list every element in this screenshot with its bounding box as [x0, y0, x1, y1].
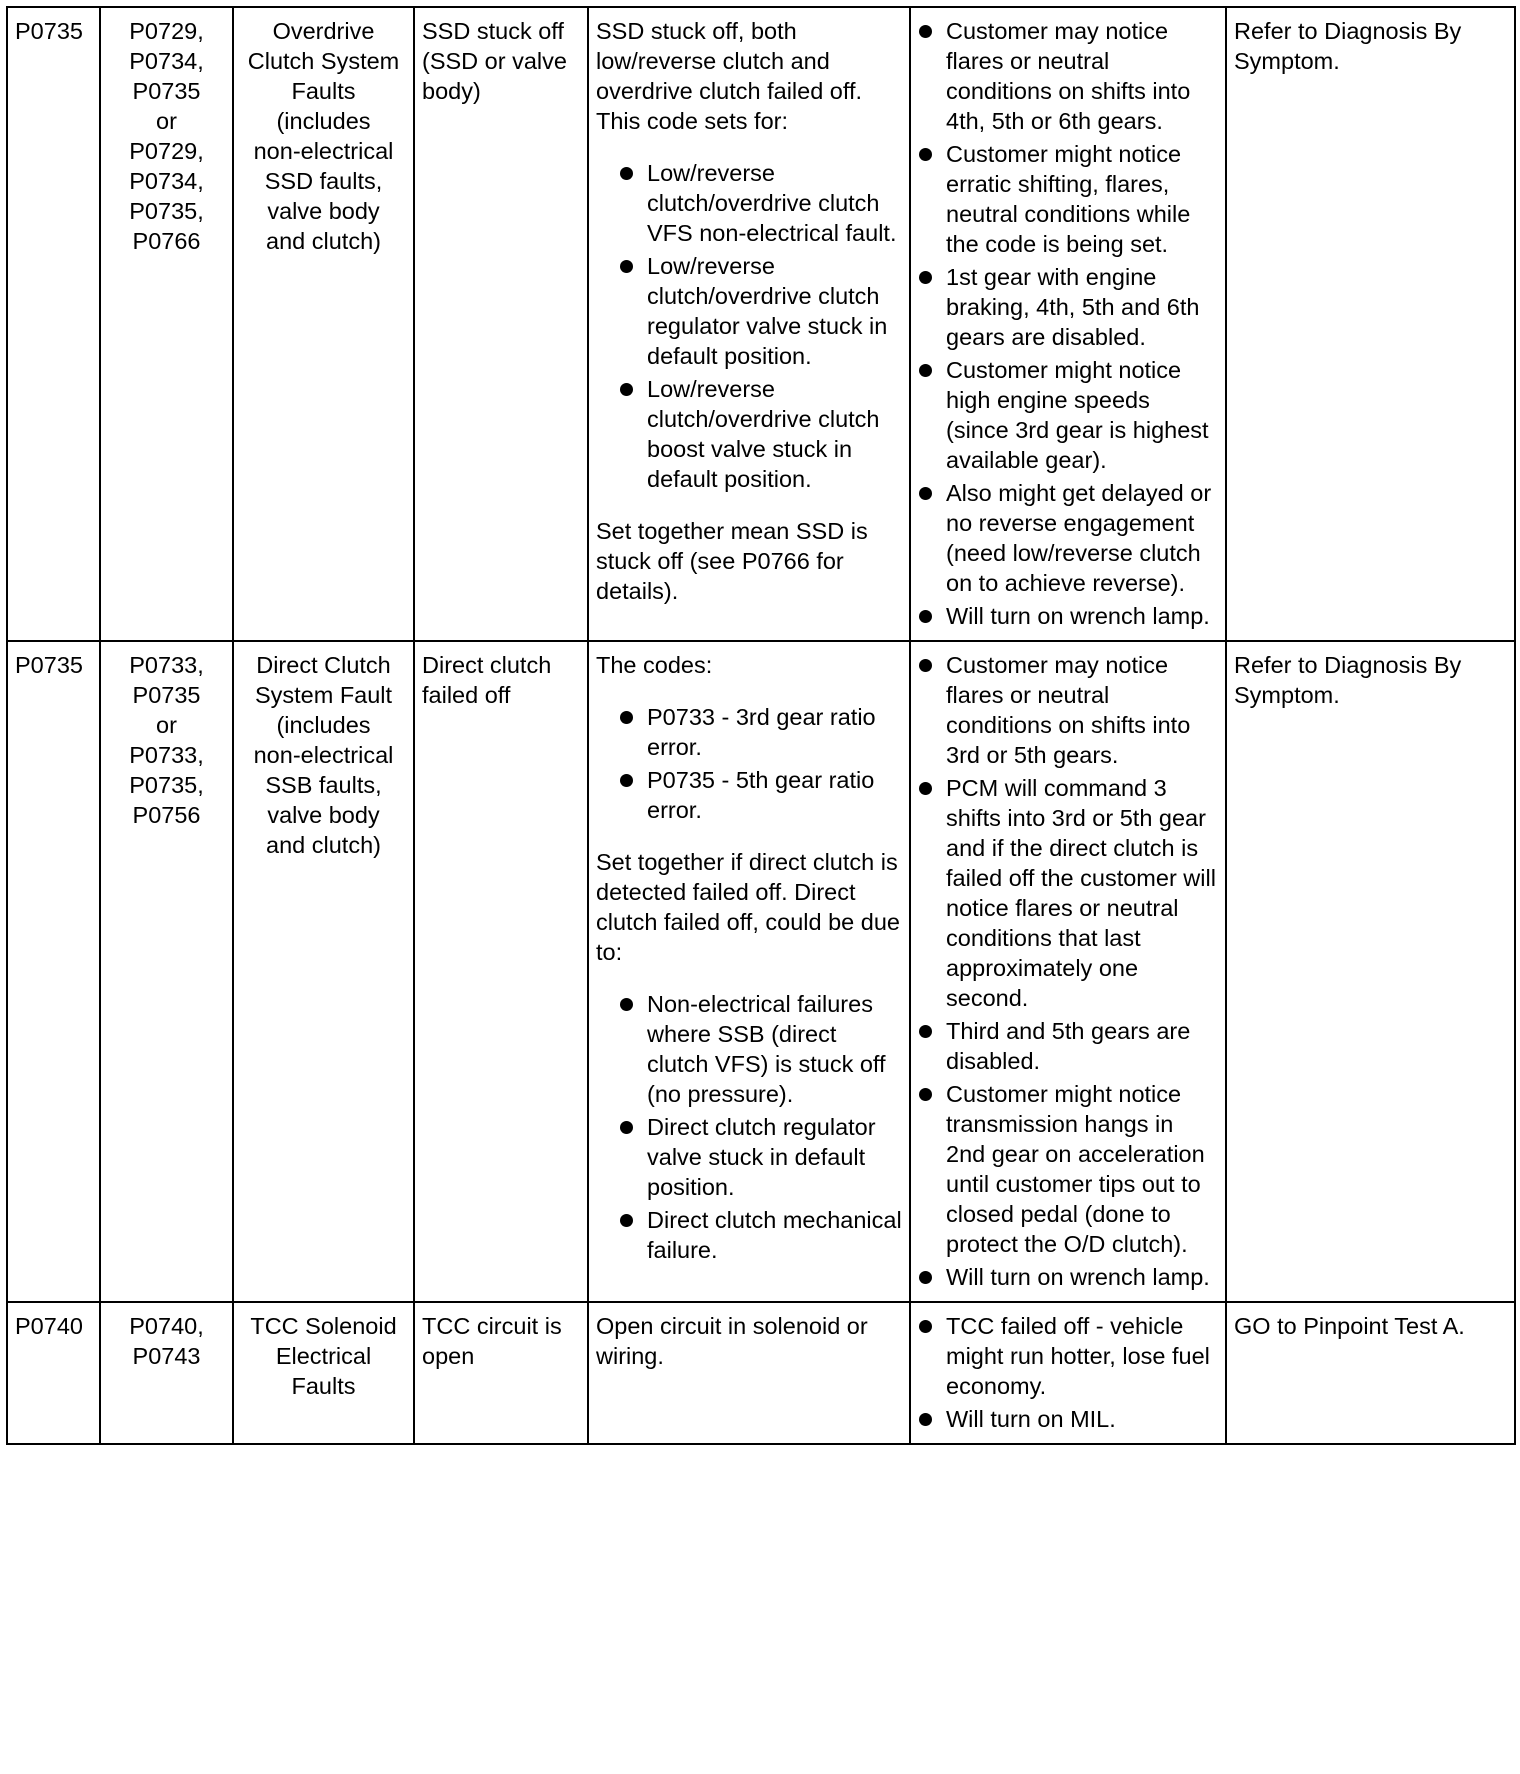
list-item-text: TCC failed off - vehicle might run hotter, lose fuel economy. [946, 1313, 1210, 1399]
list-item-text: Customer might notice erratic shifting, flares, neutral conditions while the code is being set. [946, 141, 1191, 257]
list-item [946, 355, 1218, 475]
condition-cell [414, 1302, 588, 1444]
fault-description-line: Electrical [275, 1343, 372, 1369]
related-code-line: P0756 [132, 802, 201, 828]
dtc-table [6, 6, 1516, 1445]
fault-description-line: Faults [291, 78, 356, 104]
fault-description-line: valve body [267, 198, 380, 224]
dtc-code: P0735 [15, 652, 83, 678]
bullet-icon [620, 383, 633, 396]
related-code-line: P0740, [129, 1313, 204, 1339]
details-paragraph: SSD stuck off, both low/reverse clutch and overdrive clutch failed off. This code sets for: [596, 18, 863, 134]
details-paragraph: The codes: [596, 652, 713, 678]
list-item-text: Also might get delayed or no reverse engagement (need low/reverse clutch on to achieve reverse). [946, 480, 1212, 596]
related-codes-cell [100, 641, 233, 1302]
list-item-text: Customer may notice flares or neutral conditions on shifts into 4th, 5th or 6th gears. [946, 18, 1191, 134]
condition-cell [414, 641, 588, 1302]
fault-description-cell [233, 641, 414, 1302]
fault-description-line: Overdrive [272, 18, 375, 44]
fault-description-cell [233, 7, 414, 641]
table-row [7, 641, 1515, 1302]
list-item-text: Will turn on MIL. [946, 1406, 1116, 1432]
fault-description-line: (includes [276, 712, 371, 738]
bullet-icon [919, 364, 932, 377]
fault-description-line: non-electrical [253, 742, 394, 768]
list-item-text: Will turn on wrench lamp. [946, 1264, 1210, 1290]
fault-description-line: (includes [276, 108, 371, 134]
fault-description-line: Faults [291, 1373, 356, 1399]
symptoms-bullet-list [918, 1311, 1218, 1434]
bullet-icon [919, 782, 932, 795]
list-item-text: Customer might notice transmission hangs in 2nd gear on acceleration until customer tips out to closed pedal (done to protect the O/D clutch). [946, 1081, 1205, 1257]
list-item [647, 989, 902, 1109]
related-code-line: P0735, [129, 198, 204, 224]
list-item [647, 702, 902, 762]
bullet-icon [919, 1088, 932, 1101]
list-item-text: Low/reverse clutch/overdrive clutch regulator valve stuck in default position. [647, 253, 888, 369]
fault-description-line: and clutch) [266, 832, 381, 858]
list-item [946, 1079, 1218, 1259]
related-code-line: P0766 [132, 228, 201, 254]
list-item [647, 374, 902, 494]
list-item [647, 1205, 902, 1265]
details-paragraph: Set together mean SSD is stuck off (see P0766 for details). [596, 518, 868, 604]
bullet-icon [620, 711, 633, 724]
related-code-line: P0729, [129, 18, 204, 44]
action-text: Refer to Diagnosis By Symptom. [1234, 18, 1462, 74]
fault-description-line: SSB faults, [265, 772, 382, 798]
list-item-text: Direct clutch mechanical failure. [647, 1207, 902, 1263]
related-codes-cell [100, 1302, 233, 1444]
bullet-icon [919, 487, 932, 500]
related-code-line: P0734, [129, 168, 204, 194]
action-cell [1226, 641, 1515, 1302]
fault-description-line: Clutch System [247, 48, 400, 74]
list-item [647, 158, 902, 248]
fault-description-line: System Fault [254, 682, 393, 708]
bullet-icon [919, 659, 932, 672]
table-row [7, 1302, 1515, 1444]
list-item-text: Third and 5th gears are disabled. [946, 1018, 1191, 1074]
list-item-text: Low/reverse clutch/overdrive clutch boost valve stuck in default position. [647, 376, 880, 492]
action-text: GO to Pinpoint Test A. [1234, 1313, 1465, 1339]
list-item [946, 1404, 1218, 1434]
bullet-icon [919, 610, 932, 623]
bullet-icon [620, 998, 633, 1011]
bullet-icon [919, 1320, 932, 1333]
action-cell [1226, 7, 1515, 641]
list-item [946, 478, 1218, 598]
details-cell [588, 7, 910, 641]
fault-description-line: TCC Solenoid [250, 1313, 397, 1339]
list-item-text: PCM will command 3 shifts into 3rd or 5th gear and if the direct clutch is failed off the customer will notice flares or neutral conditions that last approximately one second. [946, 775, 1216, 1011]
list-item [647, 1112, 902, 1202]
list-item [647, 765, 902, 825]
list-item [946, 262, 1218, 352]
symptoms-cell [910, 1302, 1226, 1444]
details-bullet-list [596, 989, 902, 1265]
bullet-icon [620, 260, 633, 273]
action-text: Refer to Diagnosis By Symptom. [1234, 652, 1462, 708]
details-bullet-list [596, 702, 902, 825]
fault-description-line: non-electrical [253, 138, 394, 164]
dtc-code: P0740 [15, 1313, 83, 1339]
list-item [946, 1262, 1218, 1292]
list-item-text: Will turn on wrench lamp. [946, 603, 1210, 629]
list-item-text: Low/reverse clutch/overdrive clutch VFS non-electrical fault. [647, 160, 897, 246]
symptoms-cell [910, 641, 1226, 1302]
details-cell [588, 1302, 910, 1444]
dtc-code-cell [7, 1302, 100, 1444]
bullet-icon [919, 1413, 932, 1426]
bullet-icon [620, 1214, 633, 1227]
details-paragraph: Open circuit in solenoid or wiring. [596, 1313, 868, 1369]
condition-text: SSD stuck off (SSD or valve body) [422, 18, 567, 104]
list-item [946, 773, 1218, 1013]
bullet-icon [919, 1025, 932, 1038]
symptoms-bullet-list [918, 650, 1218, 1292]
action-cell [1226, 1302, 1515, 1444]
list-item-text: Non-electrical failures where SSB (direct clutch VFS) is stuck off (no pressure). [647, 991, 886, 1107]
bullet-icon [919, 148, 932, 161]
list-item-text: P0733 - 3rd gear ratio error. [647, 704, 876, 760]
bullet-icon [919, 25, 932, 38]
symptoms-bullet-list [918, 16, 1218, 631]
related-code-line: P0729, [129, 138, 204, 164]
fault-description-line: valve body [267, 802, 380, 828]
bullet-icon [620, 1121, 633, 1134]
list-item [647, 251, 902, 371]
fault-description-line: SSD faults, [264, 168, 383, 194]
dtc-code-cell [7, 7, 100, 641]
related-code-line: P0735 [132, 682, 201, 708]
related-code-line: P0735 [132, 78, 201, 104]
condition-cell [414, 7, 588, 641]
details-paragraph: Set together if direct clutch is detected failed off. Direct clutch failed off, could be due to: [596, 849, 900, 965]
list-item [946, 1016, 1218, 1076]
fault-description-line: Direct Clutch [256, 652, 391, 678]
bullet-icon [919, 1271, 932, 1284]
table-row [7, 7, 1515, 641]
related-code-line: or [156, 108, 177, 134]
condition-text: TCC circuit is open [422, 1313, 562, 1369]
symptoms-cell [910, 7, 1226, 641]
bullet-icon [919, 271, 932, 284]
fault-description-line: and clutch) [266, 228, 381, 254]
list-item [946, 1311, 1218, 1401]
list-item-text: Customer may notice flares or neutral conditions on shifts into 3rd or 5th gears. [946, 652, 1191, 768]
related-code-line: P0733, [129, 652, 204, 678]
bullet-icon [620, 167, 633, 180]
list-item [946, 601, 1218, 631]
details-bullet-list [596, 158, 902, 494]
list-item [946, 139, 1218, 259]
list-item [946, 650, 1218, 770]
list-item-text: 1st gear with engine braking, 4th, 5th and 6th gears are disabled. [946, 264, 1200, 350]
related-code-line: P0743 [132, 1343, 201, 1369]
bullet-icon [620, 774, 633, 787]
related-code-line: P0733, [129, 742, 204, 768]
details-cell [588, 641, 910, 1302]
list-item-text: P0735 - 5th gear ratio error. [647, 767, 875, 823]
list-item-text: Customer might notice high engine speeds (since 3rd gear is highest available gear). [946, 357, 1209, 473]
fault-description-cell [233, 1302, 414, 1444]
related-code-line: or [156, 712, 177, 738]
related-codes-cell [100, 7, 233, 641]
list-item [946, 16, 1218, 136]
condition-text: Direct clutch failed off [422, 652, 552, 708]
related-code-line: P0735, [129, 772, 204, 798]
list-item-text: Direct clutch regulator valve stuck in default position. [647, 1114, 876, 1200]
dtc-code: P0735 [15, 18, 83, 44]
dtc-code-cell [7, 641, 100, 1302]
related-code-line: P0734, [129, 48, 204, 74]
